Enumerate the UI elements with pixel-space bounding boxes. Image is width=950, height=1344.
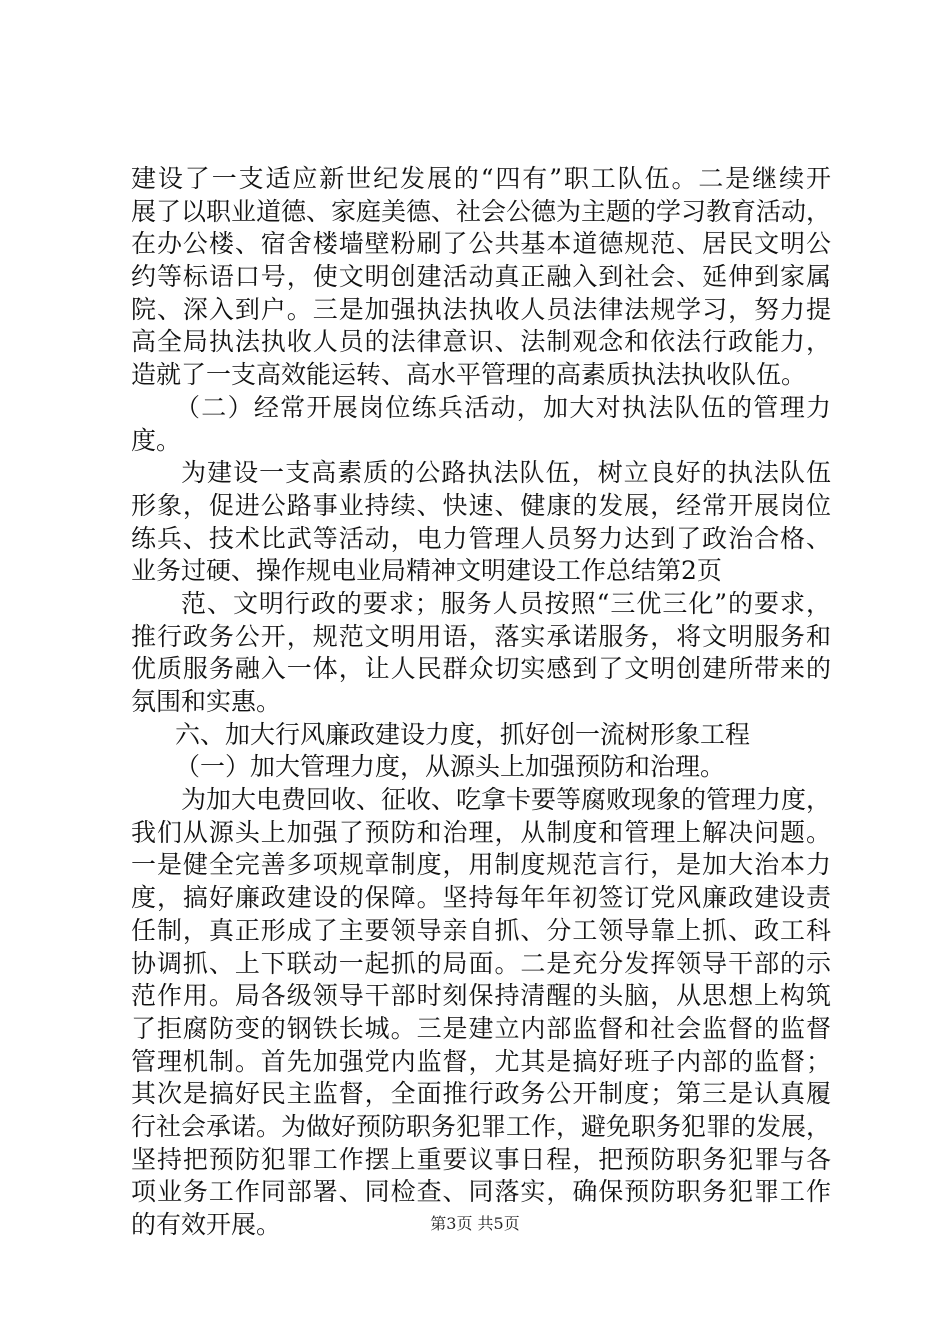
document-body bbox=[131, 163, 831, 1242]
text-line: 练兵、技术比武等活动，电力管理人员努力达到了政治合格、 bbox=[131, 523, 831, 553]
text-line: 建设了一支适应新世纪发展的“四有”职工队伍。二是继续开 bbox=[131, 164, 831, 193]
text-line: （二）经常开展岗位练兵活动，加大对执法队伍的管理力 bbox=[175, 392, 831, 422]
page-number-footer: 第3页 共5页 bbox=[430, 1214, 520, 1233]
text-line: 一是健全完善多项规章制度，用制度规范言行，是加大治本力 bbox=[131, 850, 831, 880]
text-line: （一）加大管理力度，从源头上加强预防和治理。 bbox=[175, 752, 726, 782]
text-line: 任制，真正形成了主要领导亲自抓、分工领导靠上抓、政工科 bbox=[131, 915, 831, 945]
text-line: 六、加大行风廉政建设力度，抓好创一流树形象工程 bbox=[175, 719, 751, 749]
text-line: 展了以职业道德、家庭美德、社会公德为主题的学习教育活动， bbox=[131, 196, 831, 226]
text-line: 协调抓、上下联动一起抓的局面。二是充分发挥领导干部的示 bbox=[131, 948, 831, 978]
text-line: 为建设一支高素质的公路执法队伍，树立良好的执法队伍 bbox=[181, 458, 831, 488]
text-line: 行社会承诺。为做好预防职务犯罪工作，避免职务犯罪的发展， bbox=[131, 1111, 831, 1141]
text-line: 的有效开展。 bbox=[131, 1210, 282, 1239]
text-line: 院、深入到户。三是加强执法执收人员法律法规学习，努力提 bbox=[131, 294, 831, 324]
text-line: 推行政务公开，规范文明用语，落实承诺服务，将文明服务和 bbox=[131, 621, 831, 651]
text-line: 度，搞好廉政建设的保障。坚持每年年初签订党风廉政建设责 bbox=[131, 883, 831, 913]
text-line: 形象，促进公路事业持续、快速、健康的发展，经常开展岗位 bbox=[131, 490, 831, 520]
text-line: 高全局执法执收人员的法律意识、法制观念和依法行政能力， bbox=[131, 327, 831, 357]
text-line: 管理机制。首先加强党内监督，尤其是搞好班子内部的监督； bbox=[131, 1046, 831, 1076]
text-line: 约等标语口号，使文明创建活动真正融入到社会、延伸到家属 bbox=[131, 262, 831, 292]
text-line: 造就了一支高效能运转、高水平管理的高素质执法执收队伍。 bbox=[131, 360, 807, 390]
text-line: 范作用。局各级领导干部时刻保持清醒的头脑，从思想上构筑 bbox=[131, 981, 831, 1011]
text-line: 优质服务融入一体，让人民群众切实感到了文明创建所带来的 bbox=[131, 654, 831, 684]
text-line: 项业务工作同部署、同检查、同落实，确保预防职务犯罪工作 bbox=[131, 1177, 831, 1207]
text-line: 为加大电费回收、征收、吃拿卡要等腐败现象的管理力度， bbox=[181, 785, 831, 815]
text-line: 了拒腐防变的钢铁长城。三是建立内部监督和社会监督的监督 bbox=[131, 1013, 831, 1043]
text-line: 范、文明行政的要求；服务人员按照“三优三化”的要求， bbox=[181, 588, 831, 618]
text-line: 在办公楼、宿舍楼墙壁粉刷了公共基本道德规范、居民文明公 bbox=[131, 229, 831, 259]
text-line: 坚持把预防犯罪工作摆上重要议事日程，把预防职务犯罪与各 bbox=[131, 1144, 831, 1174]
text-line: 氛围和实惠。 bbox=[131, 687, 282, 716]
text-line: 度。 bbox=[131, 425, 182, 455]
text-line: 我们从源头上加强了预防和治理，从制度和管理上解决问题。 bbox=[131, 817, 831, 847]
text-line: 其次是搞好民主监督，全面推行政务公开制度；第三是认真履 bbox=[131, 1079, 831, 1109]
text-line: 业务过硬、操作规电业局精神文明建设工作总结第2页 bbox=[131, 556, 722, 586]
